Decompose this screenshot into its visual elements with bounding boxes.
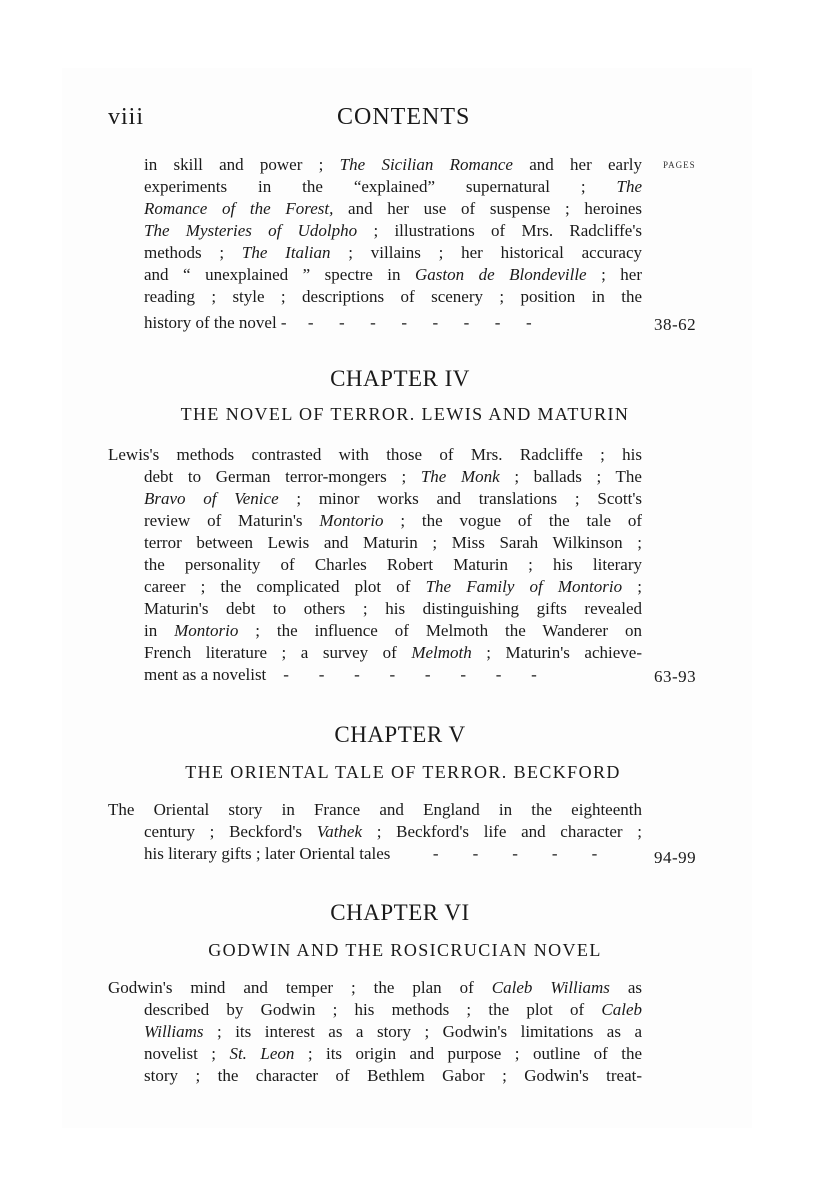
chapter-5-heading: CHAPTER V	[334, 722, 466, 747]
italic-title: The Sicilian Romance	[339, 155, 513, 174]
summary-line	[144, 510, 642, 532]
summary-line	[144, 532, 642, 554]
line-text: ; her	[586, 265, 642, 284]
line-text: century ; Beckford's	[144, 822, 317, 841]
chapter-3-pages: 38-62	[654, 315, 697, 334]
line-text: ; illustrations of Mrs. Radcliffe's	[357, 221, 642, 240]
line-text: Maturin's debt to others ; his distinguishing gifts revealed	[144, 599, 642, 618]
summary-line	[144, 1021, 642, 1043]
chapter-4-pages: 63-93	[654, 667, 697, 686]
summary-line	[144, 286, 642, 308]
line-text: the personality of Charles Robert Maturin ; his literary	[144, 555, 642, 574]
italic-title: Williams	[144, 1022, 204, 1041]
line-text: ; its origin and purpose ; outline of the	[294, 1044, 642, 1063]
summary-line	[144, 1043, 642, 1065]
italic-title: The Monk	[420, 467, 500, 486]
summary-line	[144, 466, 642, 488]
page-folio: viii	[108, 104, 145, 130]
italic-title: Caleb Williams	[491, 978, 610, 997]
italic-title: Caleb	[601, 1000, 642, 1019]
line-text: ; its interest as a story ; Godwin's limitations as a	[203, 1022, 642, 1041]
line-text: ;	[622, 577, 642, 596]
summary-line	[108, 444, 642, 466]
summary-line	[144, 242, 642, 264]
summary-line	[144, 576, 642, 598]
line-text: novelist ;	[144, 1044, 230, 1063]
italic-title: The	[616, 177, 642, 196]
summary-line	[144, 620, 642, 642]
line-text: and her use of suspense ; heroines	[333, 199, 642, 218]
summary-line	[108, 977, 642, 999]
line-text: Godwin's mind and temper ; the plan of	[108, 978, 492, 997]
chapter-5-last-line	[144, 843, 597, 865]
summary-line	[144, 154, 642, 176]
last-line-text: his literary gifts ; later Oriental tales	[144, 844, 391, 863]
italic-title: The Italian	[241, 243, 331, 262]
chapter-6-heading: CHAPTER VI	[330, 900, 470, 925]
last-line-text: ment as a novelist	[144, 665, 267, 684]
line-text: in skill and power ;	[144, 155, 340, 174]
summary-line	[144, 554, 642, 576]
line-text: reading ; style ; descriptions of scenery ; position in the	[144, 287, 642, 306]
running-head: CONTENTS	[337, 104, 471, 130]
line-text: Lewis's methods contrasted with those of Mrs. Radcliffe ; his	[108, 445, 642, 464]
pages-label: PAGES	[663, 160, 696, 170]
line-text: ; minor works and translations ; Scott's	[278, 489, 642, 508]
summary-line	[144, 176, 642, 198]
italic-title: St. Leon	[229, 1044, 295, 1063]
dot-leaders: - - - - - - - -	[266, 665, 537, 684]
chapter-4-last-line	[144, 664, 537, 686]
dot-leaders: - - - - - - - -	[286, 313, 532, 332]
line-text: review of Maturin's	[144, 511, 320, 530]
summary-line	[144, 220, 642, 242]
line-text: ; Beckford's life and character ;	[362, 822, 642, 841]
line-text: and “ unexplained ” spectre in	[144, 265, 416, 284]
italic-title: The Family of Montorio	[425, 577, 623, 596]
italic-title: Montorio	[319, 511, 384, 530]
chapter-5-pages: 94-99	[654, 848, 697, 867]
line-text: terror between Lewis and Maturin ; Miss Sarah Wilkinson ;	[144, 533, 642, 552]
summary-line	[144, 488, 642, 510]
summary-line	[144, 642, 642, 664]
last-line-text: history of the novel -	[144, 313, 287, 332]
summary-line	[144, 598, 642, 620]
line-text: in	[144, 621, 175, 640]
line-text: ; villains ; her historical accuracy	[330, 243, 642, 262]
chapter-4-heading: CHAPTER IV	[330, 366, 470, 391]
line-text: as	[609, 978, 642, 997]
line-text: French literature ; a survey of	[144, 643, 412, 662]
line-text: story ; the character of Bethlem Gabor ; Godwin's treat-	[144, 1066, 642, 1085]
chapter-6-subtitle: GODWIN AND THE ROSICRUCIAN NOVEL	[208, 940, 602, 960]
line-text: ; the vogue of the tale of	[383, 511, 642, 530]
summary-line	[144, 999, 642, 1021]
italic-title: Montorio	[174, 621, 239, 640]
line-text: ; the influence of Melmoth the Wanderer on	[238, 621, 642, 640]
line-text: and her early	[512, 155, 642, 174]
line-text: The Oriental story in France and England in the eighteenth	[108, 800, 642, 819]
line-text: methods ;	[144, 243, 242, 262]
chapter-3-last-line	[144, 312, 532, 334]
chapter-4-subtitle: THE NOVEL OF TERROR. LEWIS AND MATURIN	[180, 404, 630, 424]
italic-title: Romance of the Forest,	[144, 199, 334, 218]
line-text: debt to German terror-mongers ;	[144, 467, 421, 486]
summary-line	[144, 264, 642, 286]
chapter-5-subtitle: THE ORIENTAL TALE OF TERROR. BECKFORD	[185, 762, 621, 782]
summary-line	[144, 821, 642, 843]
dot-leaders: - - - - -	[390, 844, 598, 863]
line-text: ; ballads ; The	[499, 467, 642, 486]
line-text: described by Godwin ; his methods ; the plot of	[144, 1000, 602, 1019]
italic-title: Gaston de Blondeville	[415, 265, 587, 284]
summary-line	[108, 799, 642, 821]
line-text: experiments in the “explained” supernatural ;	[144, 177, 617, 196]
summary-line	[144, 1065, 642, 1087]
line-text: career ; the complicated plot of	[144, 577, 426, 596]
italic-title: Melmoth	[411, 643, 472, 662]
italic-title: Vathek	[316, 822, 363, 841]
summary-line	[144, 198, 642, 220]
italic-title: Bravo of Venice	[144, 489, 279, 508]
line-text: ; Maturin's achieve-	[471, 643, 642, 662]
italic-title: The Mysteries of Udolpho	[144, 221, 358, 240]
